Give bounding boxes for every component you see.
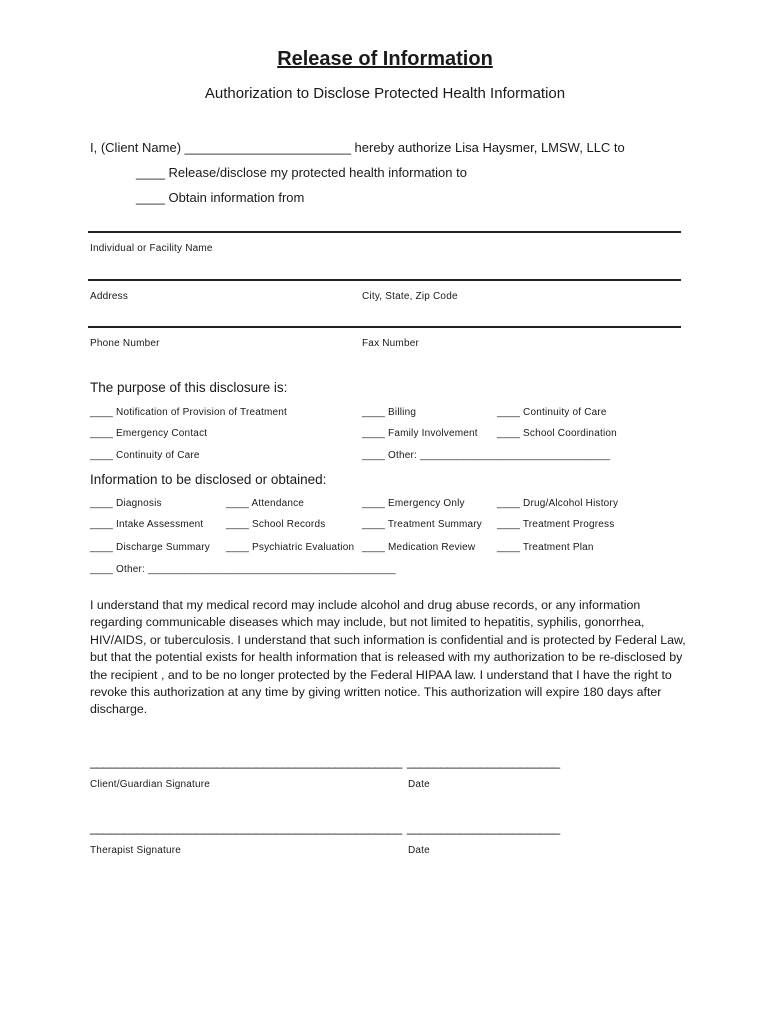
therapist-signature-line[interactable]: _______________________________________________ [90,820,402,835]
purpose-item[interactable]: ____ Emergency Contact [90,428,208,439]
authorization-line[interactable]: I, (Client Name) _______________________ hereby authorize Lisa Haysmer, LMSW, LLC to [90,140,625,155]
info-item[interactable]: ____ Medication Review [362,542,476,553]
address-line[interactable] [88,279,681,281]
therapist-signature-label: Therapist Signature [90,845,182,856]
info-item[interactable]: ____ Treatment Plan [497,542,594,553]
phone-fax-line[interactable] [88,326,681,328]
option-release[interactable]: ____ Release/disclose my protected health information to [136,165,467,180]
purpose-item[interactable]: ____ Billing [362,407,417,418]
option-obtain[interactable]: ____ Obtain information from [136,190,305,205]
address-label: Address [90,291,129,302]
purpose-heading: The purpose of this disclosure is: [90,380,288,395]
facility-name-label: Individual or Facility Name [90,243,213,254]
phone-label: Phone Number [90,338,160,349]
purpose-item[interactable]: ____ Continuity of Care [497,407,607,418]
info-item-other[interactable]: ____ Other: ___________________________________________ [90,564,396,575]
authorization-statement: I understand that my medical record may include alcohol and drug abuse records, or any information regarding communicable diseases which may include, but not limited to hepatitis, syphilis, gonorrhea, HIV/AIDS, or tuberculosis. I understand that such information is confidential and is protected by Federal Law, but that the potential exists for health information that is released with my authorization to be re-disclosed by the recipient , and to be no longer protected by the Federal HIPAA law. I understand that I have the right to revoke this authorization at any time by giving written notice. This authorization will expire 180 days after discharge. [90,598,686,717]
client-signature-line[interactable]: _______________________________________________ [90,754,402,769]
city-state-zip-label: City, State, Zip Code [362,291,458,302]
info-item[interactable]: ____ Psychiatric Evaluation [226,542,355,553]
info-item[interactable]: ____ Treatment Progress [497,519,615,530]
therapist-date-line[interactable]: _______________________ [407,820,560,835]
purpose-item[interactable]: ____ School Coordination [497,428,617,439]
client-signature-label: Client/Guardian Signature [90,779,211,790]
info-item[interactable]: ____ Intake Assessment [90,519,204,530]
info-heading: Information to be disclosed or obtained: [90,472,327,487]
document-subtitle: Authorization to Disclose Protected Health Information [204,85,566,102]
info-item[interactable]: ____ Diagnosis [90,498,162,509]
purpose-item[interactable]: ____ Continuity of Care [90,450,200,461]
fax-label: Fax Number [362,338,420,349]
info-item[interactable]: ____ Emergency Only [362,498,465,509]
info-item[interactable]: ____ Drug/Alcohol History [497,498,619,509]
info-item[interactable]: ____ School Records [226,519,326,530]
purpose-item[interactable]: ____ Family Involvement [362,428,478,439]
purpose-item-other[interactable]: ____ Other: _________________________________ [362,450,611,461]
client-date-line[interactable]: _______________________ [407,754,560,769]
document-title: Release of Information [277,48,493,70]
info-item[interactable]: ____ Discharge Summary [90,542,211,553]
info-item[interactable]: ____ Treatment Summary [362,519,483,530]
therapist-date-label: Date [408,845,430,856]
client-date-label: Date [408,779,430,790]
purpose-item[interactable]: ____ Notification of Provision of Treatment [90,407,288,418]
info-item[interactable]: ____ Attendance [226,498,305,509]
facility-name-line[interactable] [88,231,681,233]
